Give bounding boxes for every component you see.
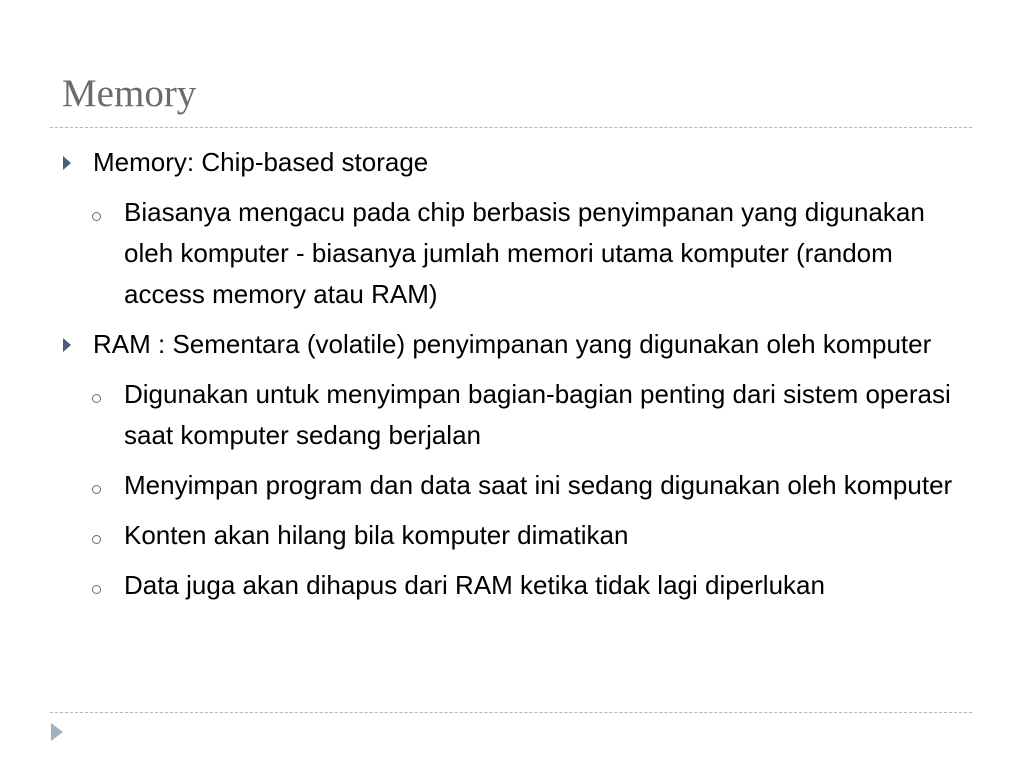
hollow-circle-bullet-icon [92, 485, 101, 494]
sub-bullet-text: Biasanya mengacu pada chip berbasis penyimpanan yang digunakan oleh komputer - biasanya jumlah memori utama komputer (random access memory atau RAM) [124, 197, 925, 309]
bullet-text: Memory: Chip-based storage [93, 147, 429, 177]
footer-divider [50, 712, 972, 713]
bullet-text: RAM : Sementara (volatile) penyimpanan yang digunakan oleh komputer [93, 329, 932, 359]
hollow-circle-bullet-icon [92, 535, 101, 544]
triangle-bullet-icon [63, 156, 71, 170]
hollow-circle-bullet-icon [92, 394, 101, 403]
slide-content [60, 142, 980, 615]
next-slide-arrow-icon[interactable] [51, 723, 63, 741]
sub-bullet-text: Konten akan hilang bila komputer dimatikan [124, 520, 629, 550]
triangle-bullet-icon [63, 338, 71, 352]
sub-bullet-text: Menyimpan program dan data saat ini sedang digunakan oleh komputer [124, 470, 953, 500]
bullet-item [60, 324, 980, 365]
hollow-circle-bullet-icon [92, 212, 101, 221]
slide-title: Memory [62, 72, 197, 115]
title-divider [50, 127, 972, 128]
sub-bullet-item [60, 192, 980, 315]
hollow-circle-bullet-icon [92, 585, 101, 594]
sub-bullet-text: Data juga akan dihapus dari RAM ketika tidak lagi diperlukan [124, 570, 825, 600]
bullet-item [60, 142, 980, 183]
sub-bullet-text: Digunakan untuk menyimpan bagian-bagian penting dari sistem operasi saat komputer sedang berjalan [124, 379, 951, 450]
sub-bullet-item [60, 515, 980, 556]
sub-bullet-item [60, 565, 980, 606]
sub-bullet-item [60, 374, 980, 456]
sub-bullet-item [60, 465, 980, 506]
